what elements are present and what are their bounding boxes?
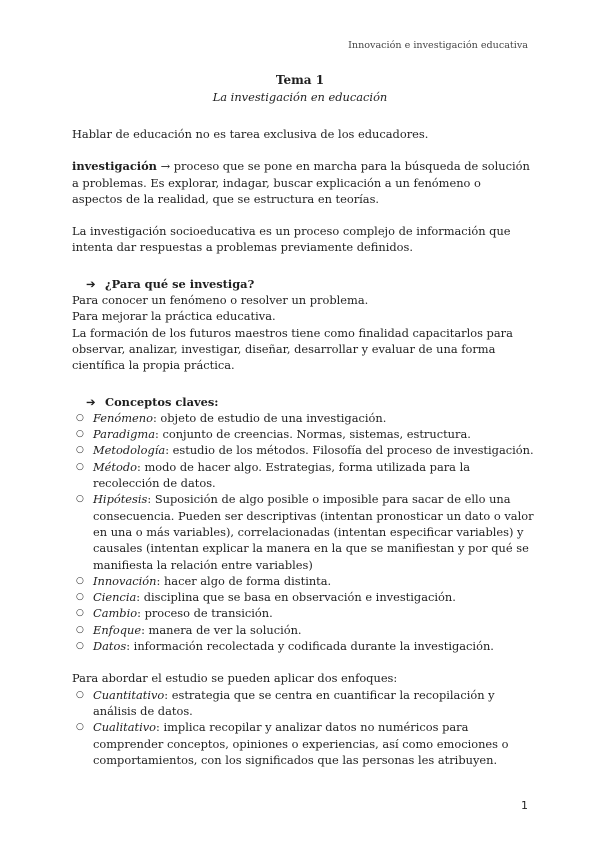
circle-bullet-icon: ○ <box>76 461 84 472</box>
concept-text: : estudio de los métodos. Filosofía del proceso de investigación. <box>165 443 534 458</box>
section-why-heading <box>86 276 534 292</box>
arrow-bullet-icon: ➔ <box>86 276 96 291</box>
section-why-title: ¿Para qué se investiga? <box>105 276 255 291</box>
approach-text: : estrategia que se centra en cuantificar la recopilación y análisis de datos. <box>93 687 495 718</box>
concept-text: : información recolectada y codificada durante la investigación. <box>126 639 494 654</box>
arrow-bullet-icon: ➔ <box>86 394 96 409</box>
list-item <box>72 573 534 589</box>
circle-bullet-icon: ○ <box>76 494 84 505</box>
circle-bullet-icon: ○ <box>76 641 84 652</box>
circle-bullet-icon: ○ <box>76 689 84 700</box>
circle-bullet-icon: ○ <box>76 445 84 456</box>
socio-paragraph: La investigación socioeducativa es un proceso complejo de información que intenta dar respuestas a problemas previamente definidos. <box>72 224 511 255</box>
list-item <box>72 426 534 442</box>
definition-paragraph <box>72 158 534 207</box>
circle-bullet-icon: ○ <box>76 592 84 603</box>
page-title: Tema 1 <box>275 73 325 87</box>
list-item <box>72 459 534 492</box>
intro-paragraph: Hablar de educación no es tarea exclusiva de los educadores. <box>72 127 429 141</box>
approach-term: Cualitativo <box>93 720 157 735</box>
running-header: Innovación e investigación educativa <box>348 40 528 51</box>
page-number: 1 <box>521 798 528 812</box>
concept-term: Metodología <box>93 443 166 458</box>
concept-text: : manera de ver la solución. <box>141 622 302 637</box>
concept-text: : modo de hacer algo. Estrategias, forma utilizada para la recolección de datos. <box>93 459 471 491</box>
concept-text: : conjunto de creencias. Normas, sistemas, estructura. <box>155 427 471 442</box>
circle-bullet-icon: ○ <box>76 624 84 635</box>
concept-term: Datos <box>93 639 127 654</box>
approach-term: Cuantitativo <box>93 687 165 702</box>
circle-bullet-icon: ○ <box>76 429 84 440</box>
list-item <box>72 638 534 654</box>
page-subtitle: La investigación en educación <box>212 90 388 104</box>
why-line: Para mejorar la práctica educativa. <box>72 309 276 324</box>
concept-term: Método <box>93 459 137 474</box>
title-block <box>0 72 600 106</box>
approaches-list <box>72 687 534 768</box>
concept-text: : objeto de estudio de una investigación. <box>152 410 387 425</box>
concept-term: Ciencia <box>93 590 137 605</box>
definition-text: proceso que se pone en marcha para la búsqueda de solución a problemas. Es explorar, indagar, buscar explicación a un fenómeno o aspectos de la realidad, que se estructura en teorías. <box>72 159 530 206</box>
list-item <box>72 410 534 426</box>
concepts-list <box>72 410 534 654</box>
concept-text: : proceso de transición. <box>137 606 273 621</box>
list-item <box>72 687 534 720</box>
section-concepts-heading <box>86 394 534 410</box>
circle-bullet-icon: ○ <box>76 412 84 423</box>
approaches-intro: Para abordar el estudio se pueden aplicar dos enfoques: <box>72 671 398 686</box>
concept-term: Cambio <box>93 606 138 621</box>
why-line: Para conocer un fenómeno o resolver un problema. <box>72 293 369 308</box>
approach-text: : implica recopilar y analizar datos no numéricos para comprender conceptos, opiniones o experiencias, así como emociones o comportamientos, con los significados que las personas les atribuyen. <box>93 720 509 767</box>
circle-bullet-icon: ○ <box>76 722 84 733</box>
definition-term: investigación <box>72 159 157 174</box>
document-body <box>72 126 534 768</box>
list-item <box>72 442 534 458</box>
section-concepts-title: Conceptos claves: <box>105 394 219 409</box>
right-arrow-icon: → <box>160 159 171 174</box>
concept-term: Innovación <box>93 573 157 588</box>
circle-bullet-icon: ○ <box>76 575 84 586</box>
circle-bullet-icon: ○ <box>76 608 84 619</box>
concept-text: : Suposición de algo posible o imposible para sacar de ello una consecuencia. Pueden ser descriptivas (intentan pronosticar un dato o valor en una o más variables), correlacionadas (intentan especificar variables) y causales (intentan explicar la manera en la que se manifiestan y por qué se manifiesta la relación entre variables) <box>93 492 534 572</box>
list-item <box>72 622 534 638</box>
list-item <box>72 719 534 768</box>
concept-term: Hipótesis <box>93 492 148 507</box>
list-item <box>72 589 534 605</box>
concept-term: Paradigma <box>93 427 155 442</box>
concept-term: Fenómeno <box>93 410 153 425</box>
list-item <box>72 491 534 572</box>
concept-term: Enfoque <box>93 622 142 637</box>
list-item <box>72 605 534 621</box>
why-line: La formación de los futuros maestros tiene como finalidad capacitarlos para observar, analizar, investigar, diseñar, desarrollar y evaluar de una forma científica la propia práctica. <box>72 325 513 373</box>
concept-text: : hacer algo de forma distinta. <box>156 573 332 588</box>
concept-text: : disciplina que se basa en observación e investigación. <box>136 590 456 605</box>
